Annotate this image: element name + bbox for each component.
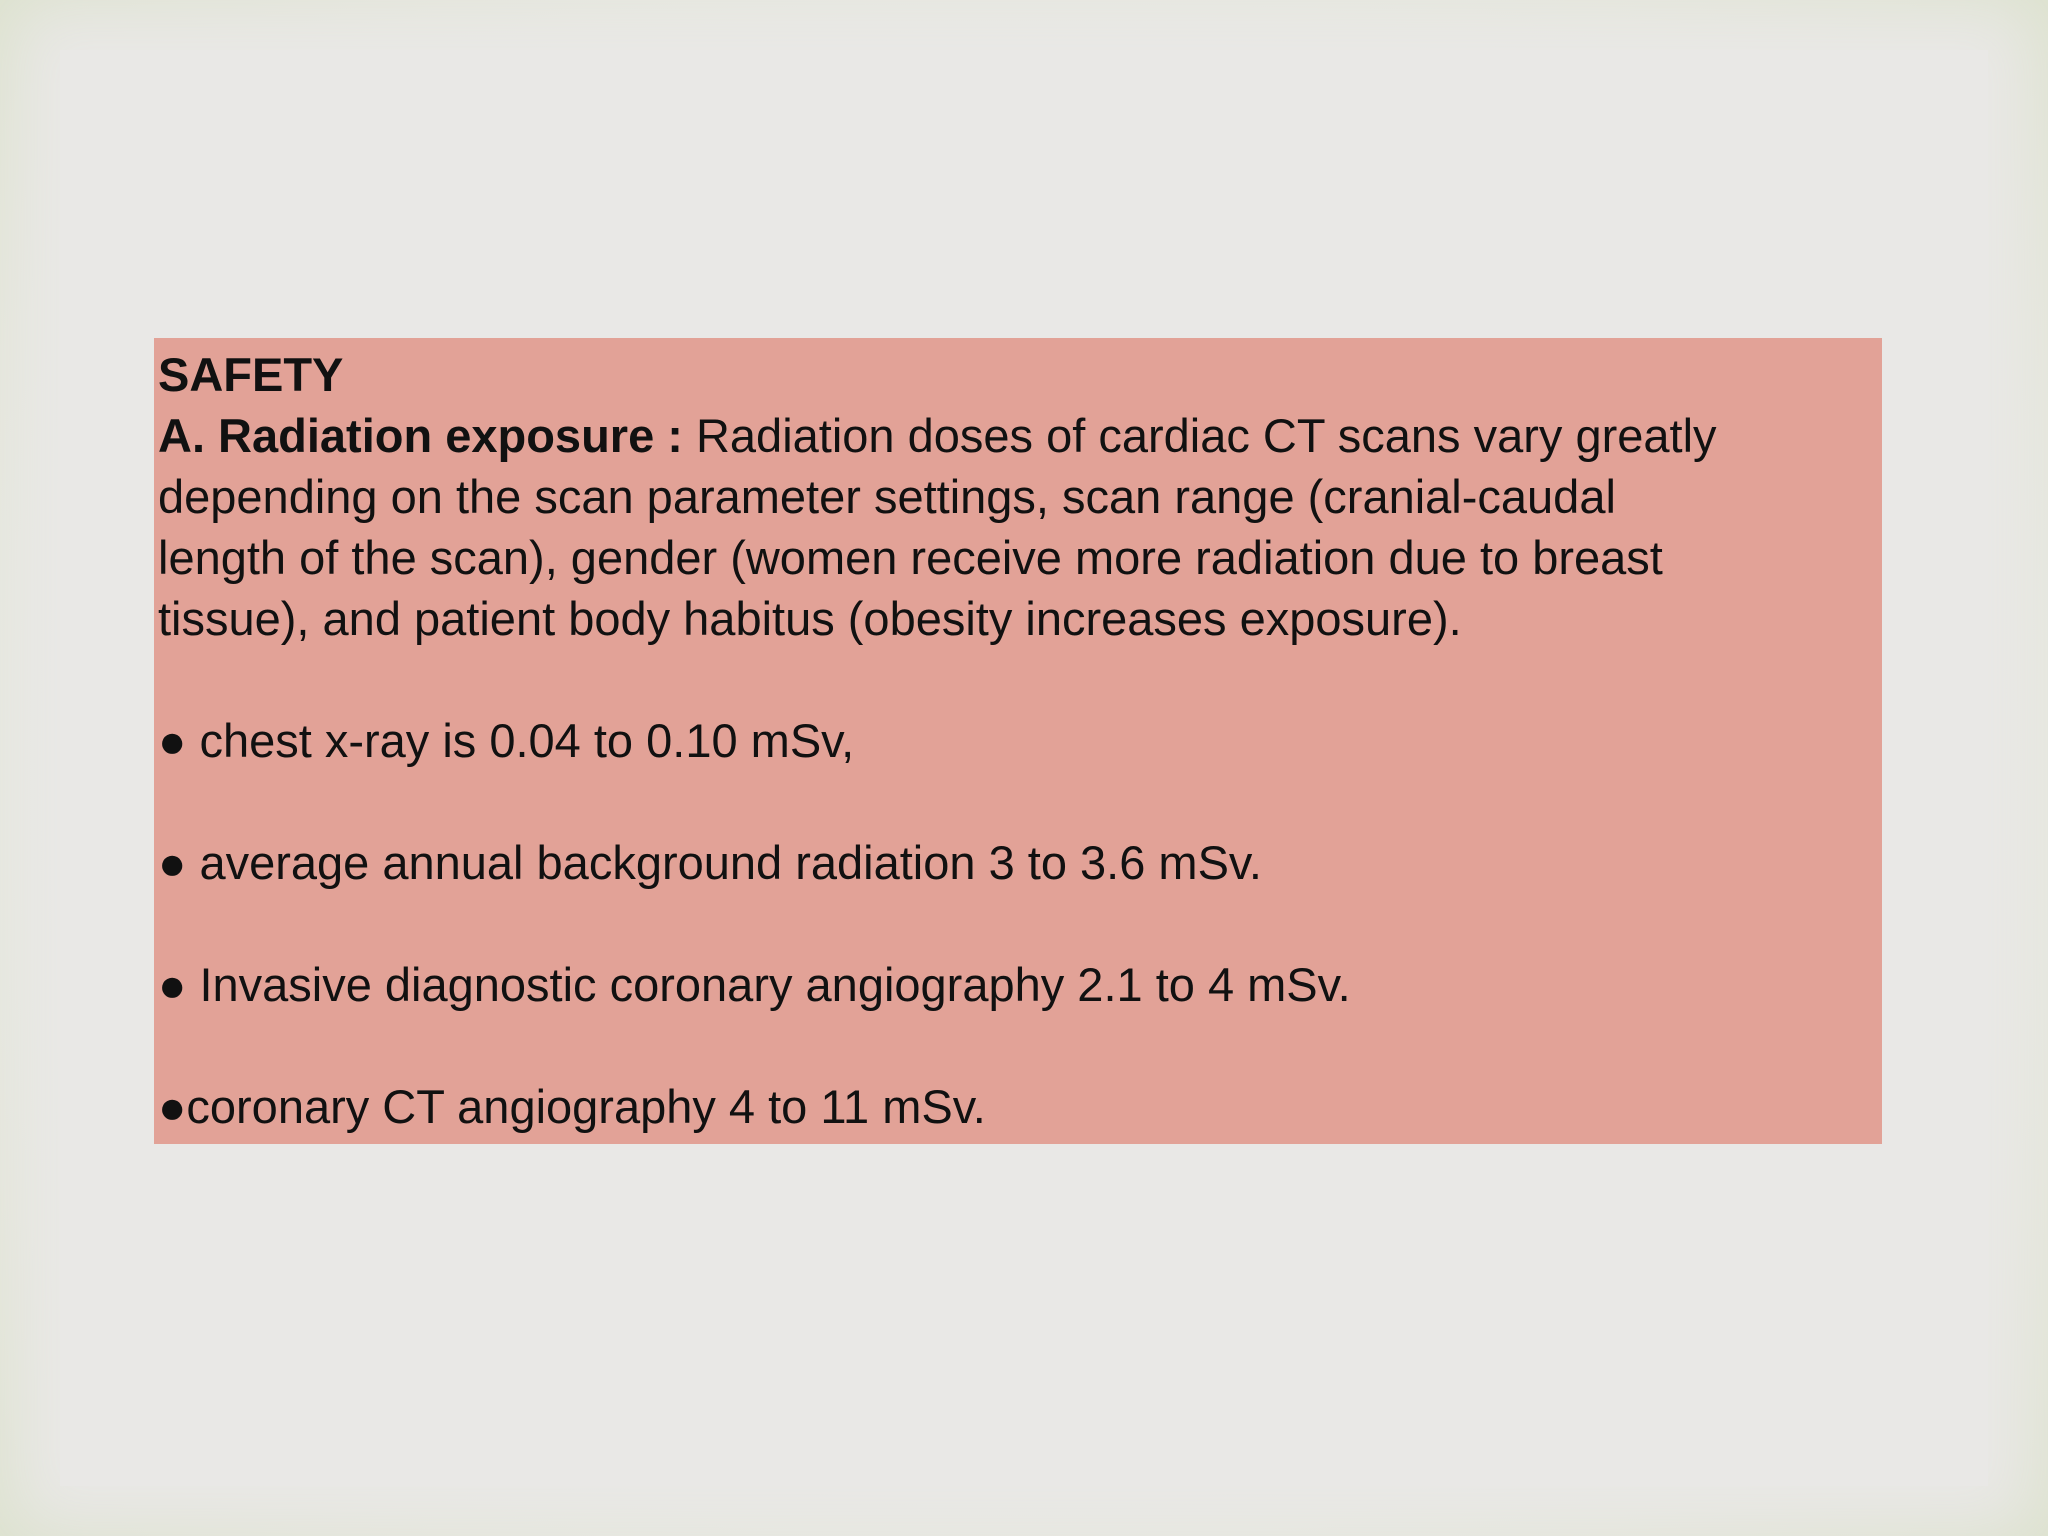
spacer (158, 893, 1878, 954)
paragraph-line-2: depending on the scan parameter settings, scan range (cranial-caudal (158, 470, 1616, 523)
paragraph-line-3: length of the scan), gender (women receive more radiation due to breast (158, 531, 1663, 584)
heading-safety: SAFETY (158, 348, 344, 401)
paragraph-line-1 (158, 405, 1878, 466)
bullet-invasive-angiography: ● Invasive diagnostic coronary angiography 2.1 to 4 mSv. (158, 958, 1351, 1011)
spacer (158, 649, 1878, 710)
paragraph-text-1: Radiation doses of cardiac CT scans vary greatly (682, 409, 1717, 462)
bullet-ct-angiography: ●coronary CT angiography 4 to 11 mSv. (158, 1080, 986, 1133)
safety-text-box (154, 338, 1882, 1144)
paragraph-line-4: tissue), and patient body habitus (obesity increases exposure). (158, 592, 1462, 645)
spacer (158, 1015, 1878, 1076)
spacer (158, 771, 1878, 832)
bullet-chest-xray: ● chest x-ray is 0.04 to 0.10 mSv, (158, 714, 855, 767)
section-label: A. Radiation exposure : (158, 409, 683, 462)
bullet-background-radiation: ● average annual background radiation 3 to 3.6 mSv. (158, 836, 1262, 889)
